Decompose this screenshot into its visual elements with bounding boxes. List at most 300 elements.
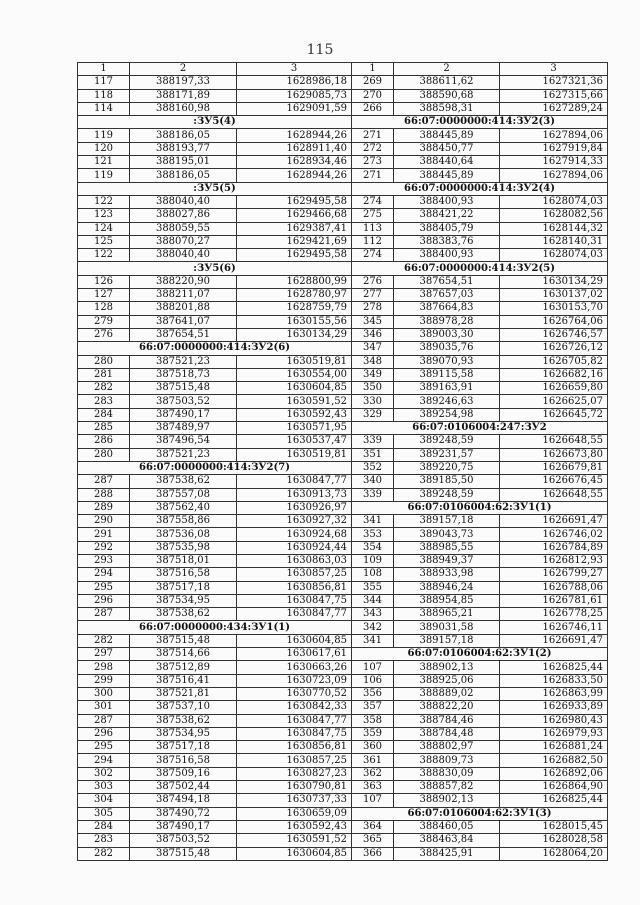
y-coordinate: 1626788,06 — [500, 581, 608, 594]
table-row — [78, 169, 352, 182]
point-number: 128 — [78, 302, 130, 315]
x-coordinate: 388220,90 — [130, 275, 237, 288]
x-coordinate: 387490,17 — [130, 820, 237, 833]
y-coordinate: 1626812,93 — [500, 554, 608, 567]
point-number: 121 — [78, 156, 130, 169]
x-coordinate: 387535,98 — [130, 541, 237, 554]
y-coordinate: 1626781,61 — [500, 594, 608, 607]
point-number: 271 — [352, 129, 394, 142]
y-coordinate: 1626784,89 — [500, 541, 608, 554]
table-row — [78, 634, 352, 647]
section-title: 66:07:0106004:62:ЗУ1(3) — [352, 807, 608, 820]
point-number: 280 — [78, 448, 130, 461]
x-coordinate: 388070,27 — [130, 235, 237, 248]
table-row — [78, 422, 352, 435]
point-number: 282 — [78, 382, 130, 395]
table-row — [352, 129, 608, 142]
table-row — [352, 794, 608, 807]
point-number: 292 — [78, 541, 130, 554]
x-coordinate: 388822,20 — [394, 701, 500, 714]
x-coordinate: 389248,59 — [394, 488, 500, 501]
table-row — [352, 475, 608, 488]
point-number: 276 — [352, 275, 394, 288]
y-coordinate: 1626799,27 — [500, 568, 608, 581]
table-row — [78, 235, 352, 248]
table-row — [352, 235, 608, 248]
point-number: 352 — [352, 461, 394, 474]
table-row — [352, 382, 608, 395]
table-row — [78, 807, 352, 820]
y-coordinate: 1628800,99 — [237, 275, 352, 288]
table-row — [352, 355, 608, 368]
x-coordinate: 388405,79 — [394, 222, 500, 235]
y-coordinate: 1628759,79 — [237, 302, 352, 315]
y-coordinate: 1626746,57 — [500, 328, 608, 341]
section-row — [78, 342, 352, 355]
x-coordinate: 388027,86 — [130, 209, 237, 222]
point-number: 339 — [352, 435, 394, 448]
table-row — [78, 674, 352, 687]
point-number: 295 — [78, 581, 130, 594]
y-coordinate: 1628944,26 — [237, 129, 352, 142]
y-coordinate: 1626881,24 — [500, 741, 608, 754]
table-row — [352, 701, 608, 714]
point-number: 299 — [78, 674, 130, 687]
point-number: 122 — [78, 195, 130, 208]
x-coordinate: 388954,85 — [394, 594, 500, 607]
x-coordinate: 388193,77 — [130, 142, 237, 155]
x-coordinate: 388889,02 — [394, 687, 500, 700]
point-number: 127 — [78, 289, 130, 302]
x-coordinate: 389070,93 — [394, 355, 500, 368]
y-coordinate: 1627315,66 — [500, 89, 608, 102]
table-row — [78, 608, 352, 621]
y-coordinate: 1630137,02 — [500, 289, 608, 302]
table-row — [78, 541, 352, 554]
point-number: 360 — [352, 741, 394, 754]
point-number: 284 — [78, 408, 130, 421]
table-row — [352, 741, 608, 754]
point-number: 293 — [78, 554, 130, 567]
y-coordinate: 1626892,06 — [500, 767, 608, 780]
table-row — [78, 581, 352, 594]
table-row — [78, 382, 352, 395]
x-coordinate: 388421,22 — [394, 209, 500, 222]
x-coordinate: 387503,52 — [130, 834, 237, 847]
y-coordinate: 1630723,09 — [237, 674, 352, 687]
table-row — [78, 648, 352, 661]
y-coordinate: 1627321,36 — [500, 76, 608, 89]
point-number: 344 — [352, 594, 394, 607]
table-row — [352, 621, 608, 634]
section-title: 66:07:0106004:247:ЗУ2 — [352, 422, 608, 435]
table-row — [352, 634, 608, 647]
point-number: 277 — [352, 289, 394, 302]
x-coordinate: 388201,88 — [130, 302, 237, 315]
x-coordinate: 387657,03 — [394, 289, 500, 302]
table-row — [352, 820, 608, 833]
x-coordinate: 387517,18 — [130, 741, 237, 754]
section-row — [352, 501, 608, 514]
y-coordinate: 1626648,55 — [500, 488, 608, 501]
table-row — [78, 847, 352, 860]
point-number: 347 — [352, 342, 394, 355]
point-number: 119 — [78, 169, 130, 182]
x-coordinate: 387515,48 — [130, 847, 237, 860]
table-row — [78, 687, 352, 700]
x-coordinate: 388463,84 — [394, 834, 500, 847]
table-row — [78, 315, 352, 328]
y-coordinate: 1628934,46 — [237, 156, 352, 169]
x-coordinate: 388590,68 — [394, 89, 500, 102]
table-row — [78, 209, 352, 222]
y-coordinate: 1630926,97 — [237, 501, 352, 514]
point-number: 109 — [352, 554, 394, 567]
x-coordinate: 388059,55 — [130, 222, 237, 235]
table-row — [78, 661, 352, 674]
point-number: 346 — [352, 328, 394, 341]
section-title: 66:07:0106004:62:ЗУ1(2) — [352, 648, 608, 661]
y-coordinate: 1630927,32 — [237, 515, 352, 528]
point-number: 117 — [78, 76, 130, 89]
x-coordinate: 389003,30 — [394, 328, 500, 341]
table-row — [78, 714, 352, 727]
y-coordinate: 1628780,97 — [237, 289, 352, 302]
x-coordinate: 387518,01 — [130, 554, 237, 567]
table-row — [78, 781, 352, 794]
x-coordinate: 388949,37 — [394, 554, 500, 567]
point-number: 362 — [352, 767, 394, 780]
x-coordinate: 388383,76 — [394, 235, 500, 248]
y-coordinate: 1627894,06 — [500, 129, 608, 142]
table-row — [352, 488, 608, 501]
table-row — [78, 794, 352, 807]
section-row — [78, 621, 352, 634]
x-coordinate: 388160,98 — [130, 102, 237, 115]
y-coordinate: 1626825,44 — [500, 661, 608, 674]
point-number: 302 — [78, 767, 130, 780]
table-row — [78, 741, 352, 754]
y-coordinate: 1630592,43 — [237, 408, 352, 421]
point-number: 282 — [78, 634, 130, 647]
point-number: 274 — [352, 195, 394, 208]
x-coordinate: 389231,57 — [394, 448, 500, 461]
point-number: 341 — [352, 515, 394, 528]
y-coordinate: 1630592,43 — [237, 820, 352, 833]
point-number: 125 — [78, 235, 130, 248]
table-row — [352, 368, 608, 381]
x-coordinate: 388802,97 — [394, 741, 500, 754]
section-title: :ЗУ5(6) — [78, 262, 352, 275]
section-row — [352, 648, 608, 661]
table-row — [352, 328, 608, 341]
x-coordinate: 388857,82 — [394, 781, 500, 794]
y-coordinate: 1628944,26 — [237, 169, 352, 182]
y-coordinate: 1626691,47 — [500, 634, 608, 647]
y-coordinate: 1630857,25 — [237, 568, 352, 581]
y-coordinate: 1630847,77 — [237, 714, 352, 727]
point-number: 278 — [352, 302, 394, 315]
y-coordinate: 1630913,73 — [237, 488, 352, 501]
point-number: 349 — [352, 368, 394, 381]
point-number: 357 — [352, 701, 394, 714]
point-number: 348 — [352, 355, 394, 368]
point-number: 295 — [78, 741, 130, 754]
table-row — [352, 302, 608, 315]
y-coordinate: 1630153,70 — [500, 302, 608, 315]
table-row — [352, 89, 608, 102]
y-coordinate: 1626691,47 — [500, 515, 608, 528]
table-row — [352, 687, 608, 700]
x-coordinate: 387512,89 — [130, 661, 237, 674]
y-coordinate: 1628082,56 — [500, 209, 608, 222]
y-coordinate: 1630924,68 — [237, 528, 352, 541]
x-coordinate: 388460,05 — [394, 820, 500, 833]
table-row — [78, 275, 352, 288]
point-number: 283 — [78, 395, 130, 408]
y-coordinate: 1626778,25 — [500, 608, 608, 621]
header-cell: 3 — [500, 63, 608, 76]
point-number: 126 — [78, 275, 130, 288]
y-coordinate: 1630847,75 — [237, 594, 352, 607]
x-coordinate: 388978,28 — [394, 315, 500, 328]
table-row — [352, 76, 608, 89]
x-coordinate: 387514,66 — [130, 648, 237, 661]
y-coordinate: 1626682,16 — [500, 368, 608, 381]
table-row — [352, 541, 608, 554]
point-number: 279 — [78, 315, 130, 328]
section-row — [352, 116, 608, 129]
x-coordinate: 388211,07 — [130, 289, 237, 302]
section-title: 66:07:0000000:414:ЗУ2(6) — [78, 342, 352, 355]
x-coordinate: 388040,40 — [130, 195, 237, 208]
y-coordinate: 1628140,31 — [500, 235, 608, 248]
x-coordinate: 389043,73 — [394, 528, 500, 541]
y-coordinate: 1630863,03 — [237, 554, 352, 567]
header-cell: 3 — [237, 63, 352, 76]
x-coordinate: 388925,06 — [394, 674, 500, 687]
table-row — [78, 568, 352, 581]
y-coordinate: 1630857,25 — [237, 754, 352, 767]
point-number: 296 — [78, 594, 130, 607]
section-row — [78, 461, 352, 474]
table-row — [352, 754, 608, 767]
x-coordinate: 388985,55 — [394, 541, 500, 554]
y-coordinate: 1629495,58 — [237, 195, 352, 208]
table-row — [352, 249, 608, 262]
table-row — [78, 368, 352, 381]
section-row — [78, 116, 352, 129]
point-number: 358 — [352, 714, 394, 727]
section-title: 66:07:0106004:62:ЗУ1(1) — [352, 501, 608, 514]
point-number: 280 — [78, 355, 130, 368]
y-coordinate: 1630537,47 — [237, 435, 352, 448]
y-coordinate: 1628064,20 — [500, 847, 608, 860]
table-row — [352, 461, 608, 474]
table-row — [352, 581, 608, 594]
y-coordinate: 1630155,56 — [237, 315, 352, 328]
section-title: 66:07:0000000:414:ЗУ2(7) — [78, 461, 352, 474]
header-row — [352, 63, 608, 76]
x-coordinate: 387521,23 — [130, 355, 237, 368]
x-coordinate: 388784,48 — [394, 727, 500, 740]
point-number: 108 — [352, 568, 394, 581]
section-title: 66:07:0000000:414:ЗУ2(3) — [352, 116, 608, 129]
header-cell: 2 — [394, 63, 500, 76]
point-number: 282 — [78, 847, 130, 860]
point-number: 112 — [352, 235, 394, 248]
section-row — [352, 182, 608, 195]
x-coordinate: 387664,83 — [394, 302, 500, 315]
y-coordinate: 1627894,06 — [500, 169, 608, 182]
point-number: 353 — [352, 528, 394, 541]
x-coordinate: 387518,73 — [130, 368, 237, 381]
x-coordinate: 387516,58 — [130, 754, 237, 767]
right-coordinates-table — [351, 62, 608, 861]
point-number: 119 — [78, 129, 130, 142]
table-row — [78, 328, 352, 341]
table-row — [78, 355, 352, 368]
point-number: 298 — [78, 661, 130, 674]
y-coordinate: 1626746,11 — [500, 621, 608, 634]
table-row — [78, 302, 352, 315]
x-coordinate: 389157,18 — [394, 515, 500, 528]
section-title: :ЗУ5(5) — [78, 182, 352, 195]
point-number: 364 — [352, 820, 394, 833]
x-coordinate: 387516,58 — [130, 568, 237, 581]
point-number: 365 — [352, 834, 394, 847]
point-number: 274 — [352, 249, 394, 262]
table-row — [352, 714, 608, 727]
x-coordinate: 389157,18 — [394, 634, 500, 647]
y-coordinate: 1626764,06 — [500, 315, 608, 328]
table-row — [78, 501, 352, 514]
y-coordinate: 1629466,68 — [237, 209, 352, 222]
table-row — [352, 275, 608, 288]
y-coordinate: 1630604,85 — [237, 847, 352, 860]
y-coordinate: 1626705,82 — [500, 355, 608, 368]
x-coordinate: 387521,23 — [130, 448, 237, 461]
x-coordinate: 389115,58 — [394, 368, 500, 381]
point-number: 341 — [352, 634, 394, 647]
table-row — [78, 528, 352, 541]
point-number: 361 — [352, 754, 394, 767]
x-coordinate: 387538,62 — [130, 475, 237, 488]
point-number: 276 — [78, 328, 130, 341]
x-coordinate: 388186,05 — [130, 129, 237, 142]
y-coordinate: 1630924,44 — [237, 541, 352, 554]
section-row — [352, 807, 608, 820]
y-coordinate: 1626980,43 — [500, 714, 608, 727]
point-number: 291 — [78, 528, 130, 541]
point-number: 355 — [352, 581, 394, 594]
point-number: 296 — [78, 727, 130, 740]
section-row — [78, 262, 352, 275]
y-coordinate: 1628074,03 — [500, 195, 608, 208]
y-coordinate: 1630847,77 — [237, 475, 352, 488]
y-coordinate: 1626676,45 — [500, 475, 608, 488]
table-row — [352, 435, 608, 448]
x-coordinate: 387490,17 — [130, 408, 237, 421]
x-coordinate: 388445,89 — [394, 129, 500, 142]
point-number: 288 — [78, 488, 130, 501]
x-coordinate: 388946,24 — [394, 581, 500, 594]
y-coordinate: 1626882,50 — [500, 754, 608, 767]
y-coordinate: 1627914,33 — [500, 156, 608, 169]
x-coordinate: 387490,72 — [130, 807, 237, 820]
y-coordinate: 1630659,09 — [237, 807, 352, 820]
x-coordinate: 388784,46 — [394, 714, 500, 727]
x-coordinate: 388965,21 — [394, 608, 500, 621]
table-row — [78, 129, 352, 142]
table-row — [78, 395, 352, 408]
y-coordinate: 1628144,32 — [500, 222, 608, 235]
table-row — [352, 727, 608, 740]
point-number: 363 — [352, 781, 394, 794]
point-number: 118 — [78, 89, 130, 102]
x-coordinate: 388933,98 — [394, 568, 500, 581]
x-coordinate: 387516,41 — [130, 674, 237, 687]
table-row — [352, 156, 608, 169]
table-row — [352, 102, 608, 115]
x-coordinate: 387509,16 — [130, 767, 237, 780]
y-coordinate: 1630847,75 — [237, 727, 352, 740]
x-coordinate: 388400,93 — [394, 195, 500, 208]
y-coordinate: 1630617,61 — [237, 648, 352, 661]
section-title: 66:07:0000000:434:ЗУ1(1) — [78, 621, 352, 634]
table-row — [78, 435, 352, 448]
table-row — [352, 195, 608, 208]
y-coordinate: 1630519,81 — [237, 355, 352, 368]
point-number: 281 — [78, 368, 130, 381]
y-coordinate: 1626726,12 — [500, 342, 608, 355]
x-coordinate: 388445,89 — [394, 169, 500, 182]
y-coordinate: 1628015,45 — [500, 820, 608, 833]
table-row — [352, 448, 608, 461]
y-coordinate: 1626864,90 — [500, 781, 608, 794]
table-row — [352, 608, 608, 621]
table-row — [352, 289, 608, 302]
page-number: 115 — [306, 42, 334, 58]
point-number: 106 — [352, 674, 394, 687]
x-coordinate: 389031,58 — [394, 621, 500, 634]
point-number: 270 — [352, 89, 394, 102]
table-row — [78, 834, 352, 847]
table-row — [352, 142, 608, 155]
table-row — [78, 767, 352, 780]
point-number: 285 — [78, 422, 130, 435]
point-number: 289 — [78, 501, 130, 514]
y-coordinate: 1630571,95 — [237, 422, 352, 435]
table-row — [78, 515, 352, 528]
point-number: 287 — [78, 714, 130, 727]
x-coordinate: 387654,51 — [394, 275, 500, 288]
y-coordinate: 1630604,85 — [237, 634, 352, 647]
point-number: 301 — [78, 701, 130, 714]
x-coordinate: 387534,95 — [130, 727, 237, 740]
point-number: 330 — [352, 395, 394, 408]
x-coordinate: 389246,63 — [394, 395, 500, 408]
header-cell: 2 — [130, 63, 237, 76]
x-coordinate: 388830,09 — [394, 767, 500, 780]
x-coordinate: 389185,50 — [394, 475, 500, 488]
section-row — [352, 422, 608, 435]
x-coordinate: 387517,18 — [130, 581, 237, 594]
x-coordinate: 387515,48 — [130, 382, 237, 395]
table-row — [78, 249, 352, 262]
y-coordinate: 1630847,77 — [237, 608, 352, 621]
x-coordinate: 387562,40 — [130, 501, 237, 514]
